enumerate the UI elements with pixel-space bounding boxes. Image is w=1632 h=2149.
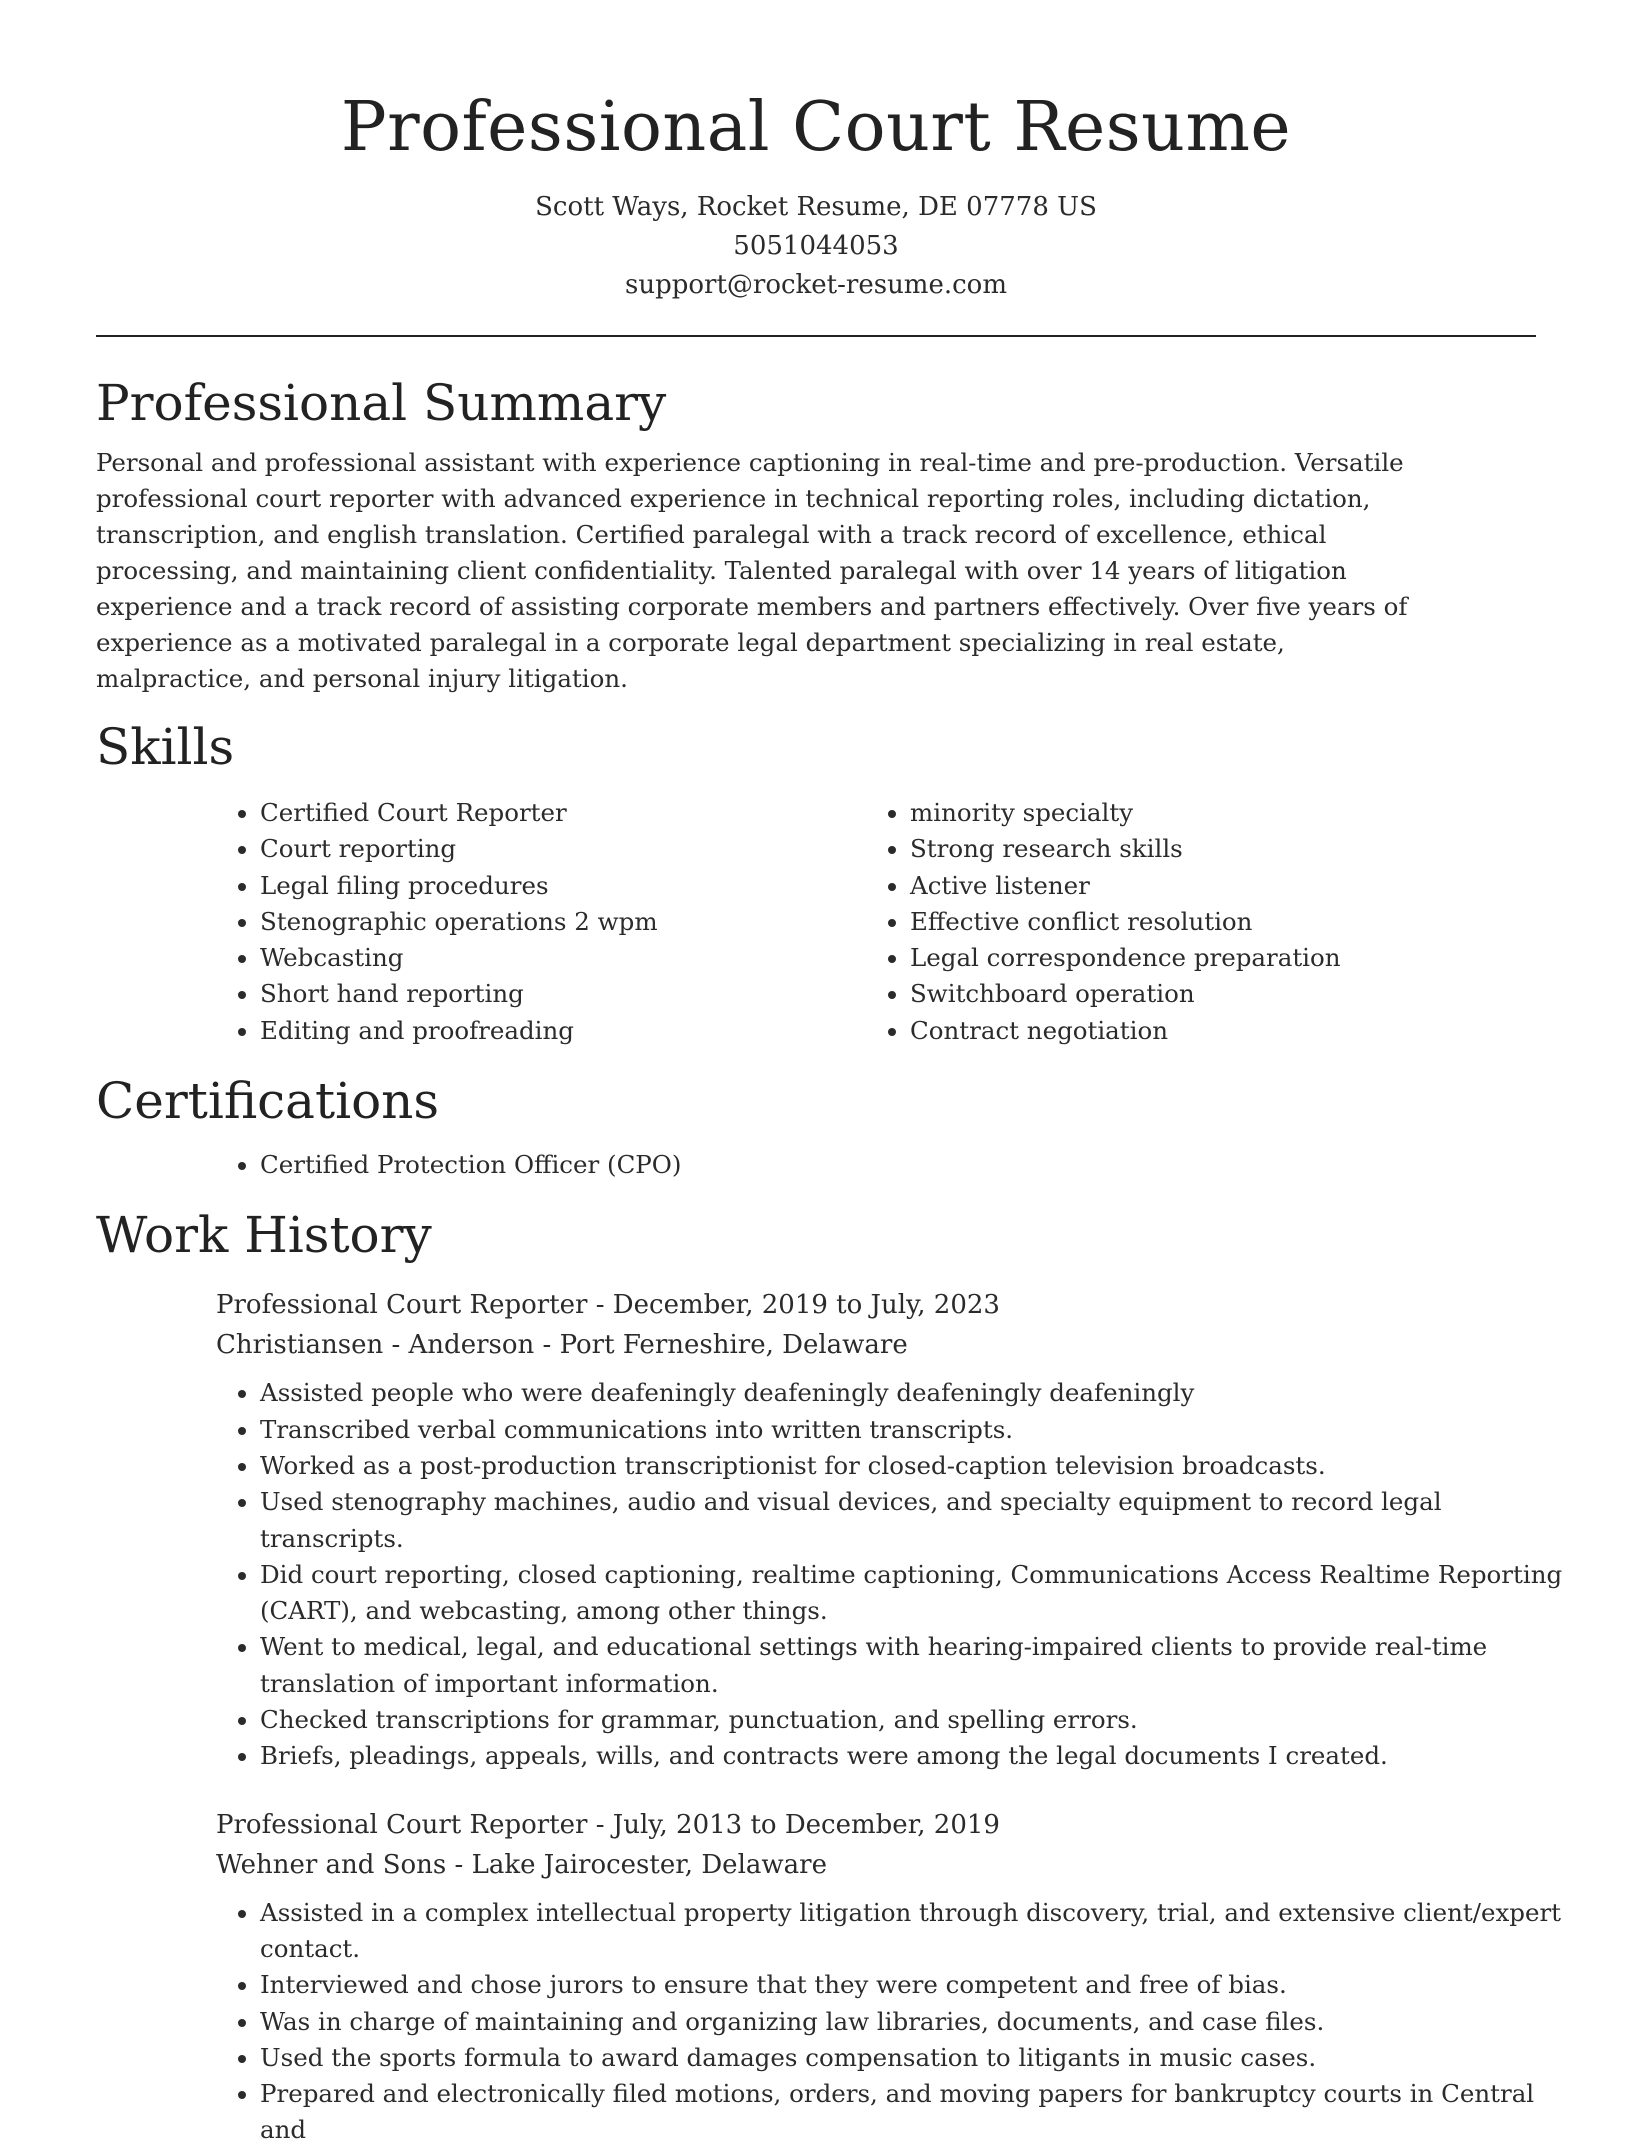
skills-columns <box>216 795 1536 1049</box>
job-bullet: • Interviewed and chose jurors to ensure that they were competent and free of bias. <box>260 1967 1580 2003</box>
certifications-heading: Certifications <box>96 1072 440 1131</box>
skill-item: • Editing and proofreading <box>260 1013 866 1049</box>
job-dates: December, 2019 to July, 2023 <box>612 1290 1000 1321</box>
summary-section <box>96 373 1536 697</box>
work-history-section <box>96 1205 1563 2148</box>
job-bullet: • Checked transcriptions for grammar, punctuation, and spelling errors. <box>260 1702 1580 1738</box>
job-bullet: • Assisted people who were deafeningly deafeningly deafeningly deafeningly <box>260 1375 1580 1411</box>
job-company-line <box>216 1325 1536 1365</box>
job-bullets <box>216 1375 1580 1774</box>
skill-item: • Active listener <box>910 868 1516 904</box>
summary-text: Personal and professional assistant with experience captioning in real-time and pre-production. Versatile professional court reporter with advanced experience in technical reporting roles, including dictation, transcription, and english translation. Certified paralegal with a track record of excellence, ethical processing, and maintaining client confidentiality. Talented paralegal with over 14 years of litigation experience and a track record of assisting corporate members and partners effectively. Over five years of experience as a motivated paralegal in a corporate legal department specializing in real estate, malpractice, and personal injury litigation. <box>96 448 1408 693</box>
job-bullets <box>216 1895 1580 2149</box>
resume-page <box>96 0 1563 2149</box>
skills-column-right <box>866 795 1516 1049</box>
job-bullet: • Transcribed verbal communications into written transcripts. <box>260 1412 1580 1448</box>
skill-item: • Switchboard operation <box>910 976 1516 1012</box>
job-entry <box>216 1805 1562 2149</box>
job-separator: - <box>454 1849 472 1880</box>
skills-section <box>96 717 1536 1049</box>
page-title: Professional Court Resume <box>340 88 1292 167</box>
header-divider <box>96 335 1536 337</box>
skill-item: • Contract negotiation <box>910 1013 1516 1049</box>
skills-list-right <box>866 795 1516 1049</box>
job-location: Lake Jairocester, Delaware <box>471 1849 827 1880</box>
job-bullet: • Briefs, pleadings, appeals, wills, and contracts were among the legal documents I created. <box>260 1738 1580 1774</box>
job-separator: - <box>595 1290 613 1321</box>
contact-block <box>96 188 1536 305</box>
job-bullet: • Worked as a post-production transcriptionist for closed-caption television broadcasts. <box>260 1448 1580 1484</box>
summary-heading: Professional Summary <box>96 374 667 432</box>
skill-item: • Effective conflict resolution <box>910 904 1516 940</box>
contact-address: Scott Ways, Rocket Resume, DE 07778 US <box>535 192 1097 222</box>
skills-list-left <box>216 795 866 1049</box>
job-separator: - <box>542 1330 560 1361</box>
certification-item: • Certified Protection Officer (CPO) <box>260 1147 1536 1183</box>
skill-item: • Court reporting <box>260 831 866 867</box>
contact-email: support@rocket-resume.com <box>624 270 1007 300</box>
job-title: Professional Court Reporter <box>216 1290 588 1321</box>
job-title-line <box>216 1805 1536 1845</box>
job-title: Professional Court Reporter <box>216 1809 588 1840</box>
skill-item: • minority specialty <box>910 795 1516 831</box>
skill-item: • Legal correspondence preparation <box>910 940 1516 976</box>
skill-item: • Strong research skills <box>910 831 1516 867</box>
skill-item: • Legal filing procedures <box>260 868 866 904</box>
job-bullet: • Did court reporting, closed captioning, realtime captioning, Communications Access Realtime Reporting (CART), and webcasting, among other things. <box>260 1557 1580 1630</box>
job-company: Wehner and Sons <box>216 1849 447 1880</box>
job-bullet: • Assisted in a complex intellectual property litigation through discovery, trial, and extensive client/expert contact. <box>260 1895 1580 1968</box>
job-company: Christiansen - Anderson <box>216 1330 535 1361</box>
job-company-line <box>216 1845 1536 1885</box>
skill-item: • Short hand reporting <box>260 976 866 1012</box>
resume-header <box>96 0 1536 305</box>
work-history-heading: Work History <box>96 1206 432 1265</box>
job-location: Port Ferneshire, Delaware <box>559 1330 908 1361</box>
job-entry <box>216 1285 1563 1774</box>
job-dates: July, 2013 to December, 2019 <box>612 1809 1000 1840</box>
skill-item: • Stenographic operations 2 wpm <box>260 904 866 940</box>
certifications-list <box>216 1147 1536 1183</box>
job-separator: - <box>595 1809 613 1840</box>
job-bullet: • Prepared and electronically filed motions, orders, and moving papers for bankruptcy courts in Central and <box>260 2076 1580 2149</box>
skills-column-left <box>216 795 866 1049</box>
job-bullet: • Was in charge of maintaining and organizing law libraries, documents, and case files. <box>260 2004 1580 2040</box>
certifications-section <box>96 1071 1536 1183</box>
job-bullet: • Used stenography machines, audio and visual devices, and specialty equipment to record legal transcripts. <box>260 1484 1580 1557</box>
job-title-line <box>216 1285 1536 1325</box>
skills-heading: Skills <box>96 718 235 776</box>
job-bullet: • Used the sports formula to award damages compensation to litigants in music cases. <box>260 2040 1580 2076</box>
skill-item: • Certified Court Reporter <box>260 795 866 831</box>
contact-phone: 5051044053 <box>733 231 899 261</box>
skill-item: • Webcasting <box>260 940 866 976</box>
job-bullet: • Went to medical, legal, and educational settings with hearing-impaired clients to provide real-time translation of important information. <box>260 1629 1580 1702</box>
